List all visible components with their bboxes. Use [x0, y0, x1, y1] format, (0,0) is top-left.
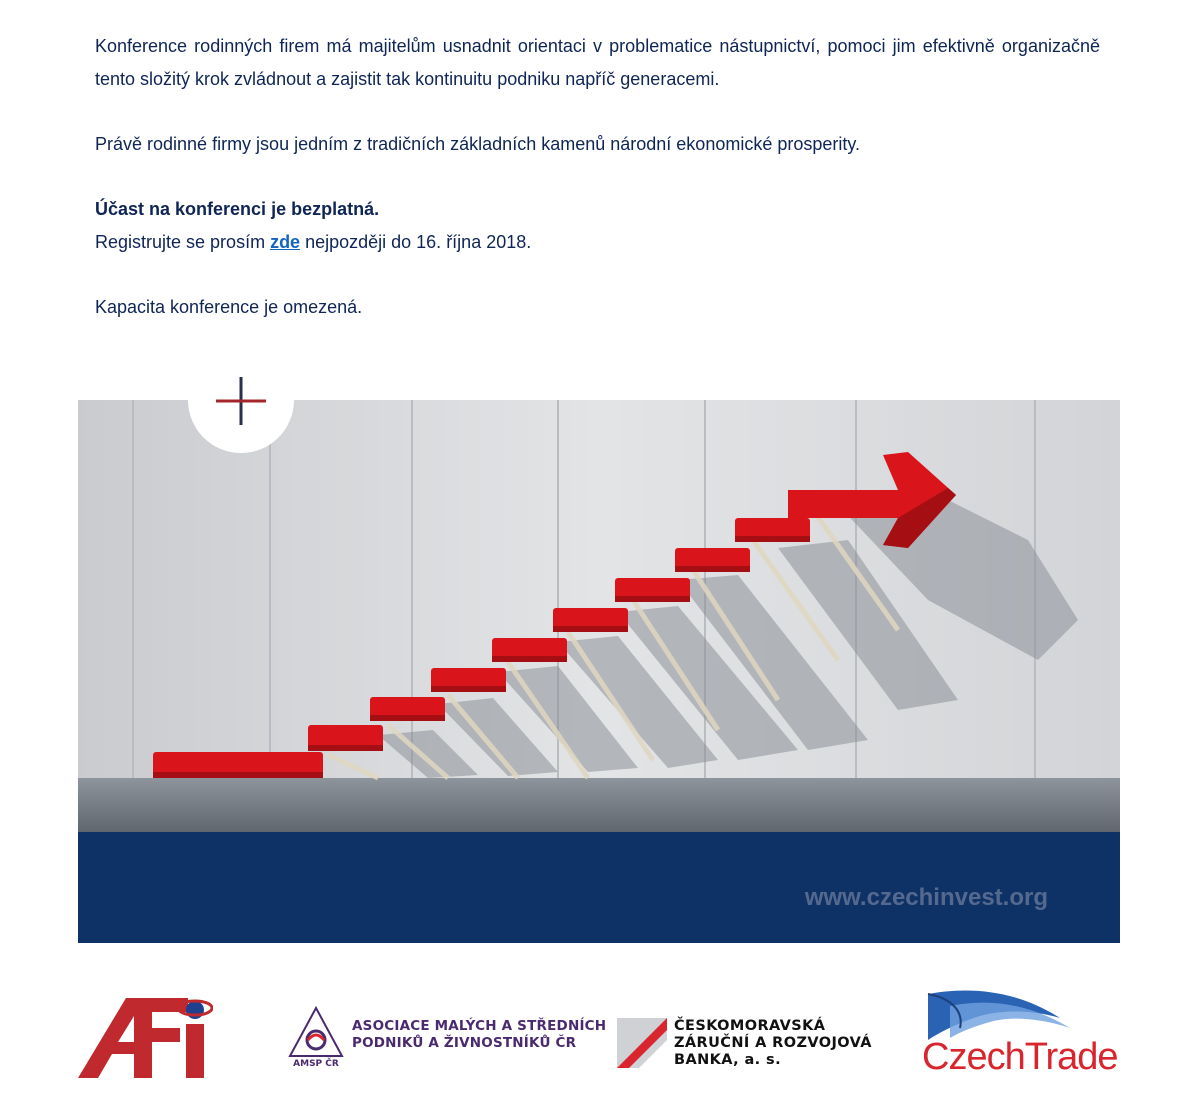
intro-paragraph: Konference rodinných firem má majitelům usnadnit orientaci v problematice nástupnictví, pomoci jim efektivně organizačně tento složitý krok zvládnout a zajistit tak kontinuitu podniku napříč generacemi. [95, 36, 1100, 89]
afi-logo [78, 988, 213, 1080]
banner-url: www.czechinvest.org [804, 884, 1048, 911]
cmzrb-name-line2: ZÁRUČNÍ A ROZVOJOVÁ [674, 1035, 872, 1051]
plus-badge [188, 355, 294, 455]
amsp-name-line1: ASOCIACE MALÝCH A STŘEDNÍCH [352, 1018, 607, 1034]
registration-prefix: Registrujte se prosím [95, 232, 271, 252]
cmzrb-name-line1: ČESKOMORAVSKÁ [674, 1018, 826, 1034]
registration-line [95, 226, 1100, 259]
registration-link[interactable]: zde [270, 232, 301, 252]
cmzrb-logo [617, 1008, 887, 1068]
czechtrade-wordmark: CzechTrade [922, 1036, 1118, 1078]
amsp-logo [288, 1006, 607, 1072]
cmzrb-name-line3: BANKA, a. s. [674, 1052, 781, 1068]
amsp-name-line2: PODNIKŮ A ŽIVNOSTNÍKŮ ČR [352, 1035, 577, 1051]
email-body-text [95, 30, 1100, 324]
registration-suffix: nejpozději do 16. října 2018. [300, 232, 532, 252]
partner-logos [0, 980, 1200, 1100]
free-participation-notice: Účast na konferenci je bezplatná. [95, 199, 380, 219]
amsp-badge: AMSP ČR [293, 1059, 339, 1068]
floor [78, 778, 1120, 833]
conference-banner-image [78, 400, 1120, 943]
prosperity-paragraph: Právě rodinné firmy jsou jedním z tradičních základních kamenů národní ekonomické prosperity. [95, 134, 861, 154]
czechtrade-logo [920, 988, 1118, 1084]
capacity-notice: Kapacita konference je omezená. [95, 297, 363, 317]
